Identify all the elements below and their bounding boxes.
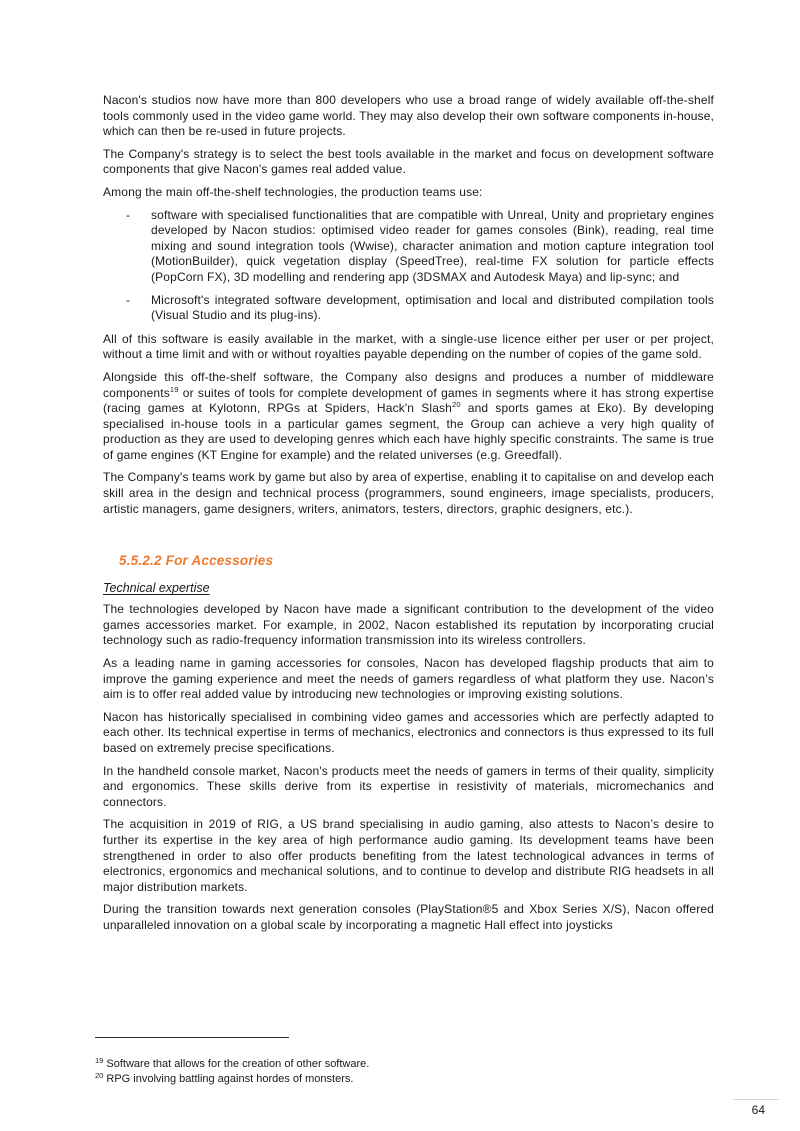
footnotes [95, 1057, 715, 1087]
footnote-number: 19 [95, 1056, 104, 1065]
paragraph: All of this software is easily available in the market, with a single-use licence either per user or per project, without a time limit and with or without royalties payable depending on the number of copies of the game sold. [103, 331, 714, 362]
paragraph-middleware [103, 370, 714, 464]
footnote-divider [95, 1037, 289, 1038]
text-span: and sports games at Eko). By developing specialised in-house tools in a particular games segment, the Group can achieve a very high quality of production as they are used to developing genres which each have highly specific constraints. The same is true of game engines (KT Engine for example) and the related universes (e.g. Greedfall). [103, 401, 715, 462]
dash-bullet: - [126, 207, 131, 222]
footnote-text: RPG involving battling against hordes of monsters. [106, 1073, 354, 1085]
subheading: Technical expertise [103, 581, 210, 596]
list-item-text: software with specialised functionalities that are compatible with Unreal, Unity and proprietary engines developed by Nacon studios: optimised video reader for games consoles (Bink), reading, real time mixing and sound integration tools (Wwise), character animation and motion capture integration tool (MotionBuilder), quick vegetation display (SpeedTree), real-time FX solution for particle effects (PopCorn FX), 3D modelling and rendering app (3DSMAX and Autodesk Maya) and lip-sync; and [151, 207, 714, 284]
paragraph: Nacon's studios now have more than 800 developers who use a broad range of widely available off-the-shelf tools commonly used in the video game world. They may also develop their own software components in-house, which can then be re-used in future projects. [103, 93, 714, 139]
paragraph: As a leading name in gaming accessories for consoles, Nacon has developed flagship products that aim to improve the gaming experience and meet the needs of gamers regardless of what platform they use. Nacon’s aim is to offer real added value by introducing new technologies or improving existing solutions. [103, 656, 714, 702]
footnote-ref-19[interactable]: 19 [169, 384, 179, 394]
footnote-number: 20 [95, 1071, 104, 1080]
paragraph: Nacon has historically specialised in combining video games and accessories which are perfectly adapted to each other. Its technical expertise in terms of mechanics, electronics and connectors is thus expressed to its full based on extremely precise specifications. [103, 709, 714, 755]
footnote-20 [95, 1072, 715, 1087]
page-content [103, 93, 714, 941]
technology-list [103, 208, 714, 324]
list-item [103, 293, 714, 324]
dash-bullet: - [126, 292, 131, 307]
paragraph: During the transition towards next generation consoles (PlayStation®5 and Xbox Series X/S), Nacon offered unparalleled innovation on a global scale by incorporating a magnetic Hall effect into joysticks [103, 902, 714, 932]
paragraph: The Company's strategy is to select the best tools available in the market and focus on development software components that give Nacon's games real added value. [103, 146, 714, 177]
footnote-19 [95, 1057, 715, 1072]
paragraph: The acquisition in 2019 of RIG, a US brand specialising in audio gaming, also attests to Nacon’s desire to further its expertise in the key area of high performance audio gaming. Its development teams have been strengthened in order to also offer products benefiting from the latest technological advances in terms of electronics, ergonomics and mechanical solutions, and to continue to develop and distribute RIG headsets in all major distribution markets. [103, 817, 714, 894]
footnote-ref-20[interactable]: 20 [452, 400, 461, 410]
page-number: 64 [751, 1103, 765, 1117]
footnote-text: Software that allows for the creation of other software. [106, 1058, 370, 1070]
section-heading: 5.5.2.2 For Accessories [119, 553, 274, 569]
paragraph: The technologies developed by Nacon have made a significant contribution to the development of the video games accessories market. For example, in 2002, Nacon established its reputation by incorporating crucial technology such as radio-frequency information transmission into its wireless controllers. [103, 602, 714, 648]
text-span: or suites of tools for complete development of games in segments where it has strong expertise (racing games at Kylotonn, RPGs at Spiders, Hack'n Slash [103, 385, 714, 416]
list-item [103, 208, 714, 286]
paragraph: In the handheld console market, Nacon's products meet the needs of gamers in terms of their quality, simplicity and ergonomics. These skills derive from its expertise in resistivity of materials, micromechanics and connectors. [103, 763, 714, 809]
page-number-box [733, 1099, 779, 1117]
list-item-text: Microsoft's integrated software development, optimisation and local and distributed compilation tools (Visual Studio and its plug-ins). [151, 292, 714, 323]
paragraph: Among the main off-the-shelf technologies, the production teams use: [103, 184, 483, 199]
paragraph: The Company's teams work by game but also by area of expertise, enabling it to capitalise on and develop each skill area in the design and technical process (programmers, sound engineers, image specialists, producers, artistic managers, game designers, writers, animators, testers, directors, graphic designers, etc.). [103, 470, 714, 516]
text-span: Alongside this off-the-shelf software, the Company also designs and produces a number of middleware components [103, 369, 714, 400]
